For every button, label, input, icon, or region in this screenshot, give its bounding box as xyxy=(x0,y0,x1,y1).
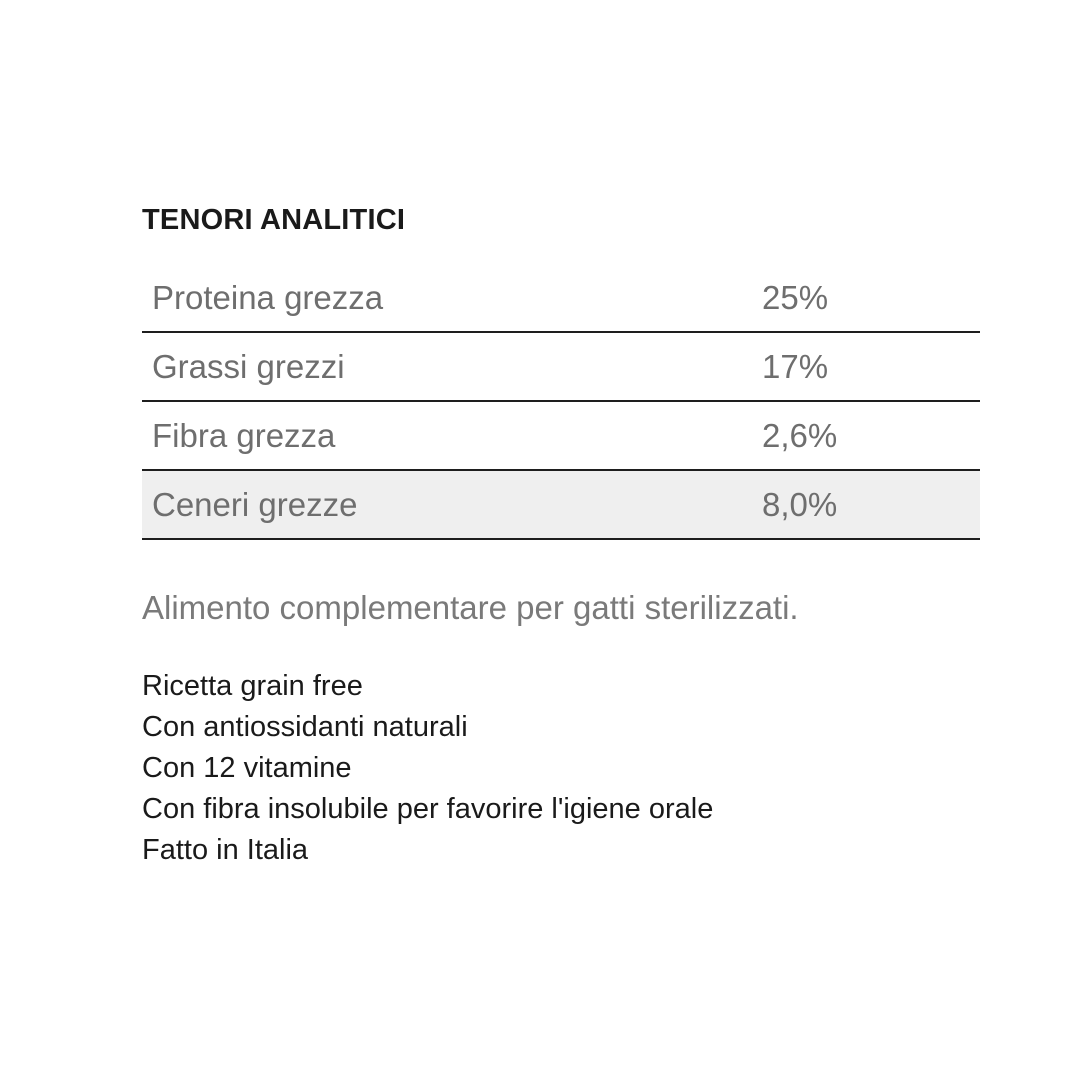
nutrient-value: 8,0% xyxy=(762,470,980,539)
nutrient-value: 25% xyxy=(762,264,980,332)
table-row xyxy=(142,332,980,401)
feature-item: Con 12 vitamine xyxy=(142,752,352,784)
feature-item: Con fibra insolubile per favorire l'igiene orale xyxy=(142,793,714,825)
feature-item: Con antiossidanti naturali xyxy=(142,711,468,743)
feature-item: Ricetta grain free xyxy=(142,670,363,702)
nutrient-name: Ceneri grezze xyxy=(142,470,762,539)
product-description: Alimento complementare per gatti sterilizzati. xyxy=(142,589,799,626)
feature-item: Fatto in Italia xyxy=(142,834,309,866)
analytical-constituents-table xyxy=(142,264,980,540)
table-row xyxy=(142,264,980,332)
table-row xyxy=(142,401,980,470)
nutrient-name: Fibra grezza xyxy=(142,401,762,470)
table-row-highlighted xyxy=(142,470,980,539)
nutrient-name: Proteina grezza xyxy=(142,264,762,332)
section-title: TENORI ANALITICI xyxy=(142,204,406,236)
features-list xyxy=(142,666,713,871)
nutrient-value: 2,6% xyxy=(762,401,980,470)
nutrient-name: Grassi grezzi xyxy=(142,332,762,401)
nutrient-value: 17% xyxy=(762,332,980,401)
